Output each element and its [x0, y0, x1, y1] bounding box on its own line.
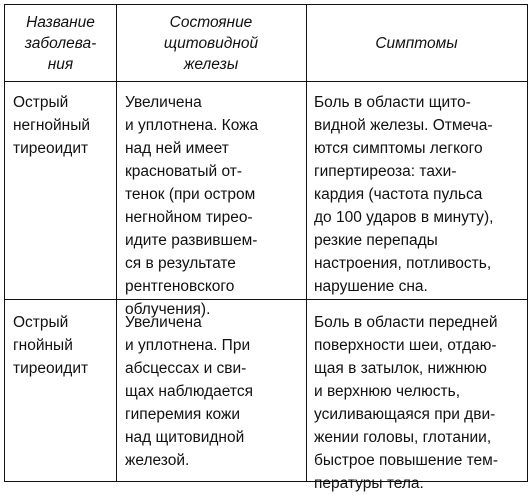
column-divider-2 [306, 5, 307, 481]
disease-table [4, 4, 528, 492]
header-state: Состояние щитовидной железы [163, 14, 259, 73]
row1-disease: Острый негнойный тиреоидит [13, 94, 91, 157]
column-divider-1 [116, 5, 117, 481]
row2-state: Увеличена и уплотнена. При абсцессах и сви- щах наблюдается гиперемия кожи над щитовидной железой. [125, 314, 253, 469]
row1-state: Увеличена и уплотнена. Кожа над ней имеет красноватый от- тенок (при остром негнойном тирео- идите развившем- ся в результате рентгеновского облучения). [125, 94, 259, 318]
row1-symptoms: Боль в области щито- видной железы. Отмеча- ются симптомы легкого гипертиреоза: тахи- кардия (частота пульса до 100 ударов в минуту), резкие перепады настроения, потливость, нарушение сна. [314, 94, 494, 295]
row2-symptoms: Боль в области передней поверхности шеи, отдаю- щая в затылок, нижнюю и верхнюю челюсть, усиливающаяся при дви- жении головы, глотании, быстрое повышение тем- пературы тела. [314, 314, 498, 492]
row2-disease: Острый гнойный тиреоидит [13, 314, 89, 377]
header-disease: Название заболева- ния [24, 14, 97, 73]
header-divider [5, 81, 527, 82]
header-symptoms: Симптомы [375, 35, 458, 52]
